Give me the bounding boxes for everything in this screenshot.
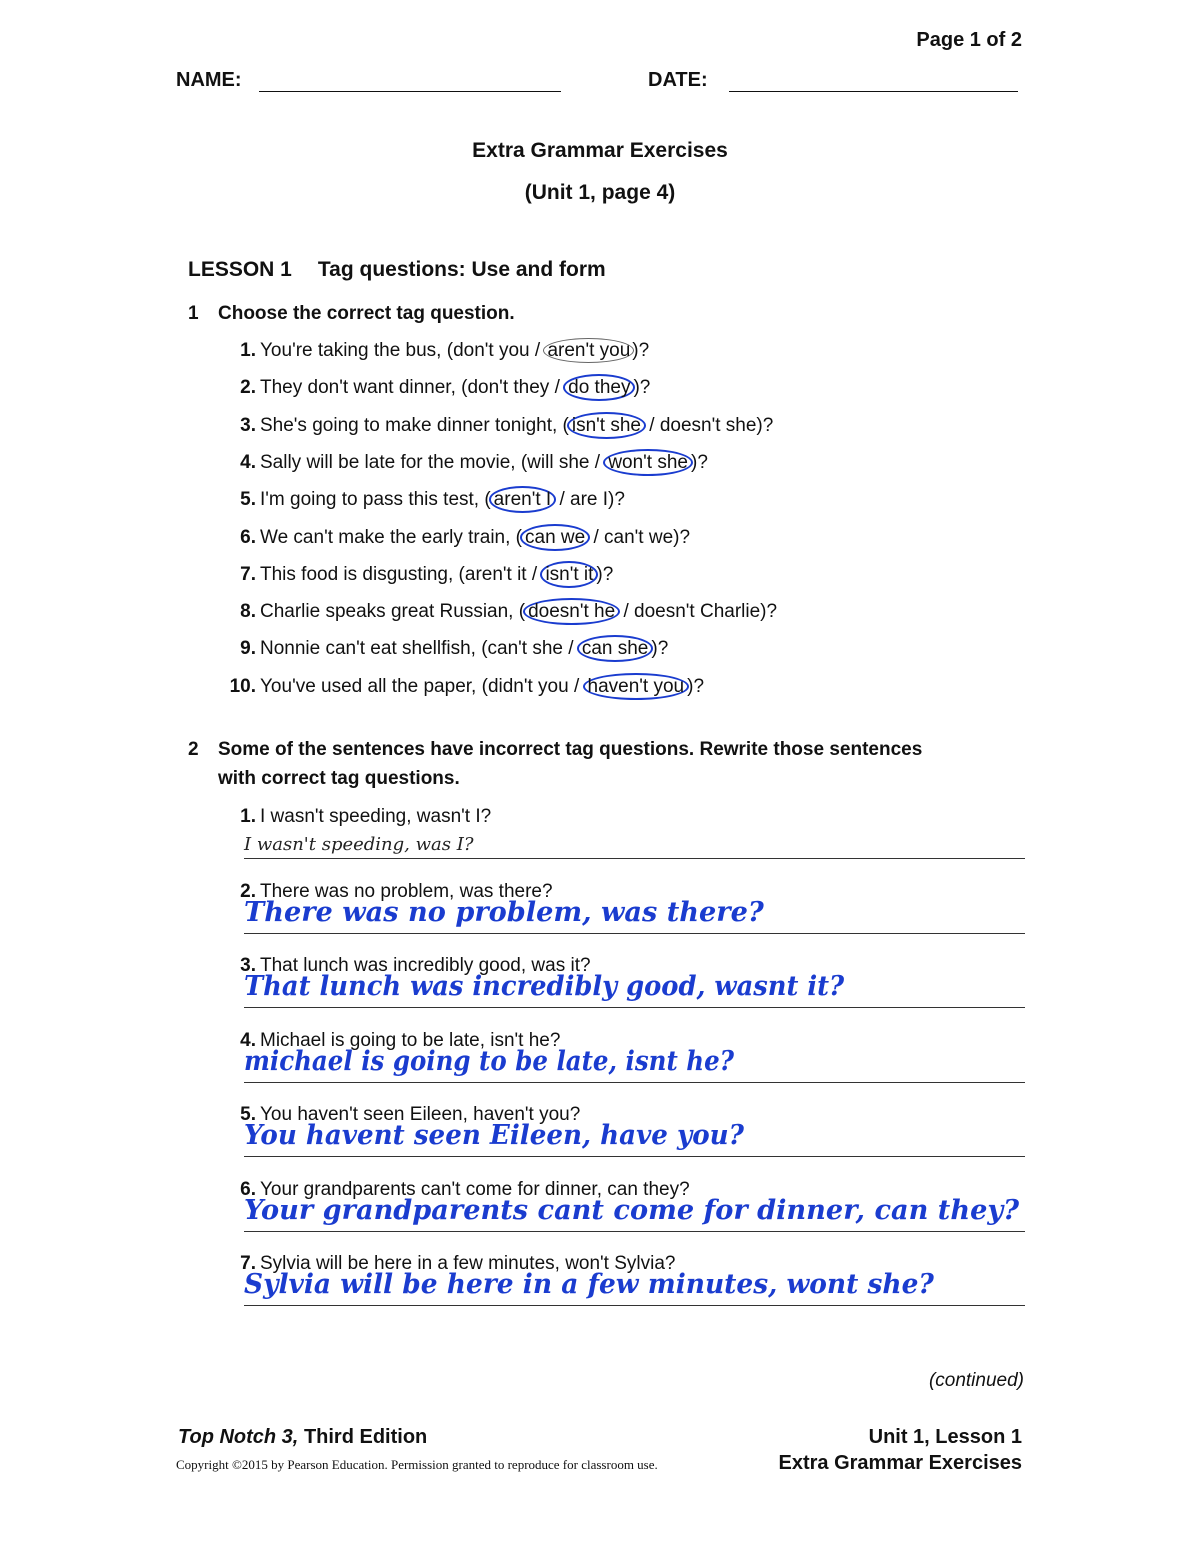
exercise2-instruction-line1: Some of the sentences have incorrect tag questions. Rewrite those sentences bbox=[218, 739, 923, 760]
item-number: 6. bbox=[240, 1178, 256, 1200]
tag-option-2[interactable]: isn't it bbox=[540, 561, 598, 588]
unit-reference: Unit 1, Lesson 1 bbox=[868, 1426, 1022, 1448]
tag-option-1[interactable]: doesn't he bbox=[523, 598, 620, 625]
item-number: 4. bbox=[240, 451, 256, 473]
prompt-text: Your grandparents can't come for dinner, can they? bbox=[260, 1178, 690, 1200]
prompt-text: Michael is going to be late, isn't he? bbox=[260, 1029, 561, 1051]
book-title bbox=[178, 1426, 427, 1449]
item-number: 2. bbox=[240, 880, 256, 902]
answer-line[interactable] bbox=[244, 1156, 1025, 1157]
handwritten-answer: You havent seen Eileen, have you? bbox=[244, 1120, 744, 1151]
page-title: Extra Grammar Exercises bbox=[472, 139, 728, 162]
exercise1-item bbox=[216, 489, 625, 511]
prompt-text: Sylvia will be here in a few minutes, won't Sylvia? bbox=[260, 1253, 676, 1274]
handwritten-answer: I wasn't speeding, was I? bbox=[244, 834, 474, 855]
exercise2-heading bbox=[188, 739, 1068, 799]
exercises-reference: Extra Grammar Exercises bbox=[778, 1452, 1022, 1474]
handwritten-answer: That lunch was incredibly good, wasnt it? bbox=[244, 971, 845, 1002]
item-end: )? bbox=[691, 451, 708, 473]
name-label: NAME: bbox=[176, 69, 242, 91]
tag-option-2[interactable]: doesn't Charlie bbox=[634, 601, 761, 623]
item-stem: Charlie speaks great Russian, ( bbox=[260, 601, 526, 623]
tag-option-1[interactable]: don't you bbox=[453, 340, 530, 361]
option-separator: / bbox=[562, 638, 579, 660]
item-end: )? bbox=[596, 563, 614, 585]
item-number: 5. bbox=[240, 489, 256, 511]
date-blank bbox=[729, 91, 1018, 92]
option-separator: / bbox=[643, 414, 660, 436]
item-end: )? bbox=[687, 675, 705, 697]
item-end: )? bbox=[760, 601, 778, 623]
answer-line[interactable] bbox=[244, 933, 1025, 934]
item-number: 7. bbox=[240, 563, 256, 585]
date-label: DATE: bbox=[648, 69, 708, 91]
exercise2-instruction-line2: with correct tag questions. bbox=[218, 768, 460, 789]
item-stem: We can't make the early train, ( bbox=[260, 526, 522, 548]
exercise1-item bbox=[216, 415, 773, 437]
item-number: 10. bbox=[229, 675, 256, 697]
copyright-notice: Copyright ©2015 by Pearson Education. Permission granted to reproduce for classroom use. bbox=[176, 1457, 658, 1472]
exercise1-item bbox=[216, 377, 650, 399]
item-number: 2. bbox=[240, 377, 256, 399]
option-separator: / bbox=[549, 377, 566, 399]
exercise1-item bbox=[216, 601, 777, 623]
lesson-heading bbox=[188, 258, 606, 282]
lesson-name: Tag questions: Use and form bbox=[317, 258, 606, 281]
option-separator: / bbox=[554, 489, 571, 511]
item-end: )? bbox=[633, 377, 651, 399]
answer-line[interactable] bbox=[244, 1231, 1025, 1232]
page-subtitle: (Unit 1, page 4) bbox=[524, 181, 676, 204]
item-stem: You've used all the paper, ( bbox=[260, 675, 488, 697]
item-end: )? bbox=[632, 340, 650, 361]
exercise1-number: 1 bbox=[188, 303, 199, 324]
tag-option-2[interactable]: aren't you bbox=[543, 338, 634, 363]
exercise1-item bbox=[216, 638, 668, 660]
tag-option-2[interactable]: won't she bbox=[603, 449, 693, 476]
item-number: 8. bbox=[240, 601, 256, 623]
item-stem: Nonnie can't eat shellfish, ( bbox=[260, 638, 488, 660]
exercise1-item bbox=[216, 452, 708, 474]
tag-option-1[interactable]: didn't you bbox=[487, 675, 569, 697]
exercise1-instruction: Choose the correct tag question. bbox=[218, 303, 515, 324]
item-number: 9. bbox=[240, 638, 256, 660]
item-number: 1. bbox=[240, 806, 256, 827]
exercise1-item bbox=[216, 340, 649, 362]
tag-option-1[interactable]: will she bbox=[527, 451, 590, 473]
tag-option-1[interactable]: can't she bbox=[487, 638, 563, 660]
item-number: 3. bbox=[240, 955, 256, 976]
item-stem: They don't want dinner, ( bbox=[260, 377, 468, 399]
item-end: )? bbox=[673, 526, 691, 548]
tag-option-2[interactable]: are I bbox=[570, 489, 609, 511]
tag-option-1[interactable]: isn't she bbox=[567, 412, 646, 439]
tag-option-2[interactable]: haven't you bbox=[583, 673, 690, 700]
continued-note: (continued) bbox=[928, 1370, 1024, 1391]
name-blank bbox=[259, 91, 561, 92]
answer-line[interactable] bbox=[244, 1305, 1025, 1306]
tag-option-2[interactable]: doesn't she bbox=[659, 414, 757, 436]
tag-option-2[interactable]: can she bbox=[577, 635, 654, 662]
item-end: )? bbox=[651, 638, 669, 660]
book-edition: Third Edition bbox=[303, 1426, 428, 1448]
item-stem: This food is disgusting, ( bbox=[260, 563, 465, 585]
book-title-italic: Top Notch 3, bbox=[178, 1426, 299, 1448]
prompt-text: There was no problem, was there? bbox=[260, 880, 553, 902]
option-separator: / bbox=[529, 340, 546, 361]
item-stem: You're taking the bus, ( bbox=[260, 340, 454, 361]
exercise1-item bbox=[216, 564, 613, 586]
handwritten-answer: Your grandparents cant come for dinner, can they? bbox=[244, 1194, 1020, 1226]
handwritten-answer: Sylvia will be here in a few minutes, wont she? bbox=[244, 1269, 934, 1300]
prompt-text: I wasn't speeding, wasn't I? bbox=[260, 806, 492, 827]
item-end: )? bbox=[756, 414, 774, 436]
option-separator: / bbox=[588, 526, 605, 548]
item-stem: Sally will be late for the movie, ( bbox=[260, 451, 528, 473]
tag-option-2[interactable]: do they bbox=[563, 374, 635, 401]
option-separator: / bbox=[526, 563, 543, 585]
option-separator: / bbox=[589, 451, 606, 473]
item-end: )? bbox=[608, 489, 625, 511]
tag-option-1[interactable]: aren't it bbox=[464, 563, 527, 585]
prompt-text: You haven't seen Eileen, haven't you? bbox=[260, 1104, 581, 1125]
item-number: 4. bbox=[240, 1029, 256, 1051]
item-number: 6. bbox=[240, 526, 256, 548]
handwritten-answer: michael is going to be late, isnt he? bbox=[244, 1045, 735, 1077]
exercise1-item bbox=[216, 676, 704, 698]
item-stem: She's going to make dinner tonight, ( bbox=[260, 414, 569, 436]
item-number: 7. bbox=[240, 1253, 256, 1274]
answer-line[interactable] bbox=[244, 1007, 1025, 1008]
exercise2-number: 2 bbox=[188, 739, 199, 760]
item-number: 1. bbox=[240, 340, 256, 361]
page-indicator: Page 1 of 2 bbox=[916, 29, 1022, 51]
tag-option-1[interactable]: don't they bbox=[467, 377, 550, 399]
option-separator: / bbox=[618, 601, 635, 623]
answer-line[interactable] bbox=[244, 1082, 1025, 1083]
option-separator: / bbox=[568, 675, 585, 697]
tag-option-1[interactable]: aren't I bbox=[489, 486, 557, 513]
answer-line[interactable] bbox=[244, 858, 1025, 859]
item-number: 3. bbox=[240, 414, 256, 436]
item-stem: I'm going to pass this test, ( bbox=[260, 489, 491, 511]
handwritten-answer: There was no problem, was there? bbox=[244, 896, 764, 928]
tag-option-1[interactable]: can we bbox=[520, 524, 590, 551]
exercise2-prompt bbox=[216, 806, 491, 828]
exercise1-heading bbox=[188, 303, 1048, 327]
exercise1-item bbox=[216, 527, 690, 549]
prompt-text: That lunch was incredibly good, was it? bbox=[260, 955, 591, 976]
lesson-number: LESSON 1 bbox=[188, 258, 292, 281]
item-number: 5. bbox=[240, 1104, 256, 1125]
tag-option-2[interactable]: can't we bbox=[604, 526, 674, 548]
